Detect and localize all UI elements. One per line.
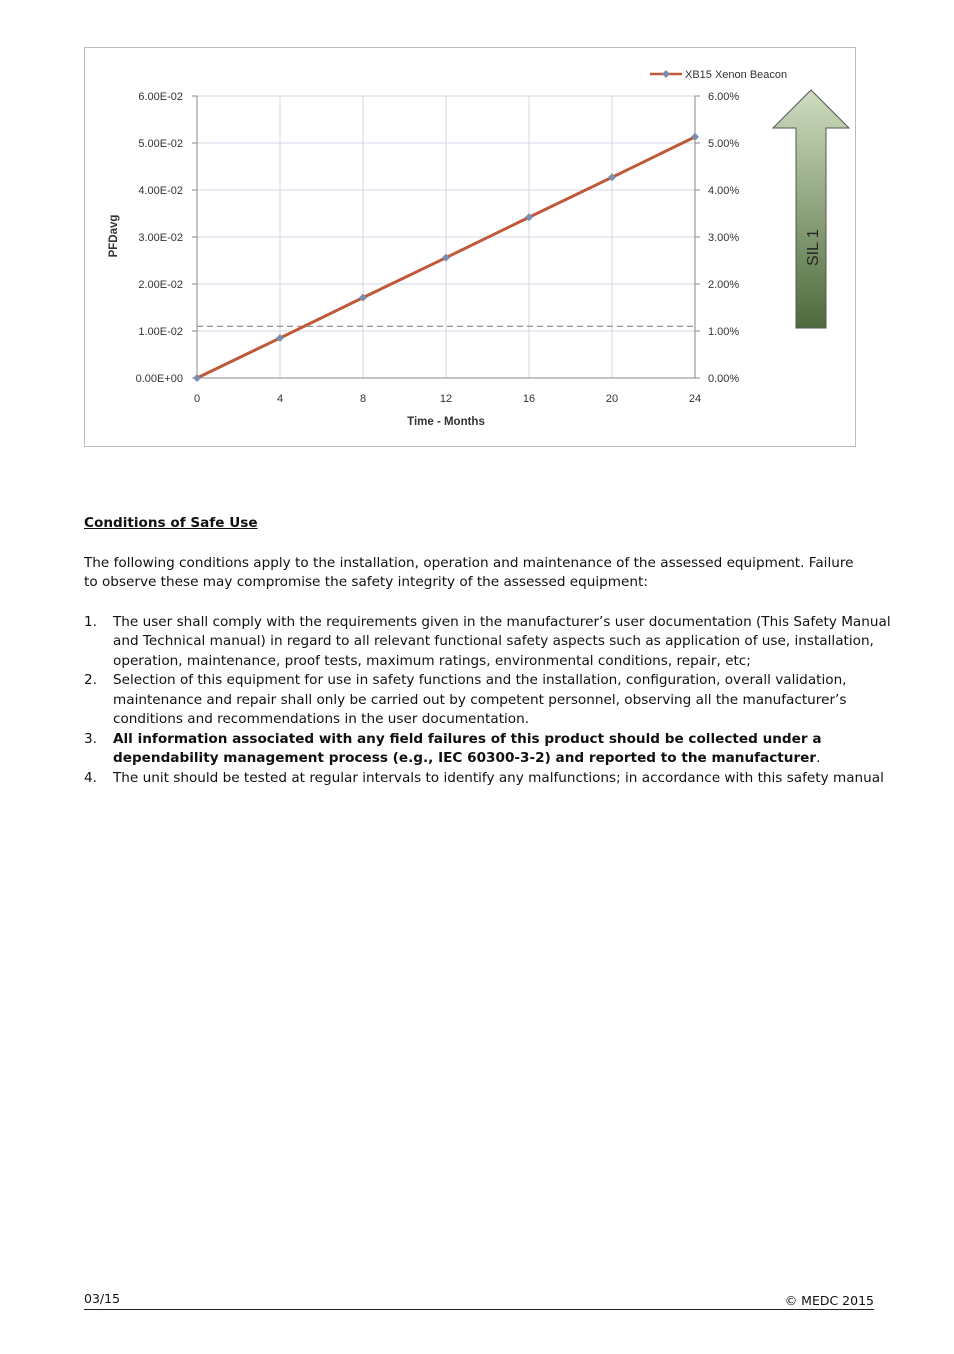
section-heading: Conditions of Safe Use — [84, 515, 258, 531]
list-item-text: The user shall comply with the requirements given in the manufacturer’s user documentation (This Safety Manual and Technical manual) in regard to all relevant functional safety aspects such as application of use, installation, operation, maintenance, proof tests, maximum ratings, environmental conditions, repair, etc; — [113, 613, 891, 669]
x-tick-label: 16 — [522, 393, 536, 405]
x-axis-title: Time - Months — [407, 416, 485, 428]
list-item — [84, 671, 898, 730]
chart-legend — [650, 69, 787, 81]
y2-tick-label: 2.00% — [708, 279, 740, 291]
pfd-chart — [84, 47, 856, 447]
y-tick-label: 2.00E-02 — [138, 279, 183, 291]
y2-tick-label: 6.00% — [708, 91, 740, 103]
list-item-number: 1. — [84, 613, 97, 630]
list-item-text: Selection of this equipment for use in safety functions and the installation, configuration, overall validation, maintenance and repair shall only be carried out by competent personnel, observing all the manufacturer’s conditions and recommendations in the user documentation. — [113, 672, 847, 727]
sil-arrow-label: SIL 1 — [805, 229, 822, 266]
list-item-text: . — [816, 750, 821, 766]
list-item — [84, 730, 898, 769]
list-item-number: 4. — [84, 769, 97, 786]
y-tick-label: 1.00E-02 — [138, 326, 183, 338]
document-body — [84, 514, 904, 788]
y-tick-label: 4.00E-02 — [138, 185, 183, 197]
footer-date: 03/15 — [84, 1291, 121, 1306]
y-axis-title: PFDavg — [108, 214, 120, 258]
chart-canvas — [85, 48, 857, 448]
legend-marker-swatch — [662, 70, 670, 78]
x-tick-label: 8 — [359, 393, 367, 405]
list-item-text: The unit should be tested at regular intervals to identify any malfunctions; in accordance with this safety manual — [113, 769, 884, 786]
y2-tick-label: 4.00% — [708, 185, 740, 197]
legend-label: XB15 Xenon Beacon — [685, 69, 788, 81]
list-item-bold-text: All information associated with any field failures of this product should be collected under a dependability management process (e.g., IEC 60300-3-2) and reported to the manufacturer — [113, 730, 822, 766]
x-tick-label: 0 — [193, 393, 201, 405]
y-tick-label: 5.00E-02 — [138, 138, 183, 150]
list-item-number: 3. — [84, 730, 97, 747]
y2-tick-label: 1.00% — [708, 326, 740, 338]
list-item-number: 2. — [84, 672, 97, 688]
x-tick-label: 24 — [688, 393, 702, 405]
footer-copyright: © MEDC 2015 — [784, 1293, 874, 1308]
y-tick-label: 3.00E-02 — [138, 232, 183, 244]
y2-tick-label: 3.00% — [708, 232, 740, 244]
y-tick-label: 6.00E-02 — [138, 91, 183, 103]
y2-tick-label: 5.00% — [708, 138, 740, 150]
y-tick-label: 0.00E+00 — [135, 373, 183, 385]
list-item — [84, 613, 898, 672]
chart-tick-labels — [136, 91, 740, 405]
intro-paragraph: The following conditions apply to the installation, operation and maintenance of the assessed equipment. Failure to observe these may compromise the safety integrity of the assessed equipment: — [84, 554, 854, 590]
conditions-list — [84, 613, 904, 789]
sil-arrow — [773, 90, 849, 328]
list-item — [84, 769, 898, 789]
y2-tick-label: 0.00% — [708, 373, 740, 385]
x-tick-label: 20 — [605, 393, 619, 405]
chart-grid — [197, 96, 695, 378]
x-tick-label: 4 — [276, 393, 284, 405]
x-tick-label: 12 — [439, 393, 453, 405]
page-footer — [84, 1289, 874, 1310]
